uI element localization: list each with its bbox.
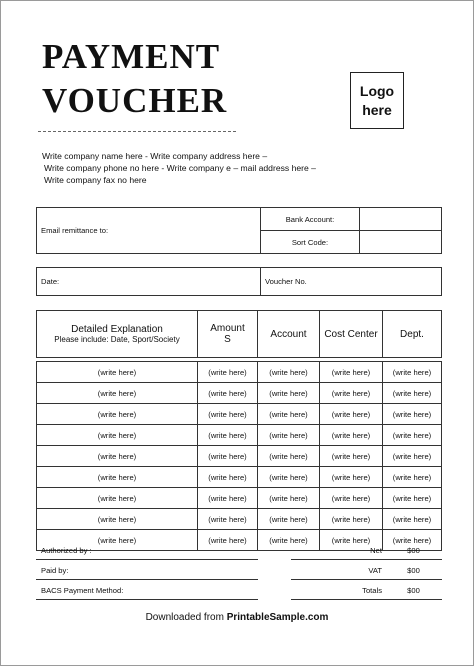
company-line-3: Write company fax no here: [44, 175, 147, 185]
cell-explanation[interactable]: (write here): [37, 488, 198, 509]
cell-account[interactable]: (write here): [258, 362, 320, 383]
col-amount: [198, 311, 258, 358]
downloaded-from: [1, 612, 473, 623]
cell-explanation[interactable]: (write here): [37, 467, 198, 488]
cell-amount[interactable]: (write here): [198, 425, 258, 446]
net-value[interactable]: $00: [407, 546, 420, 555]
logo-line-1: Logo: [359, 82, 395, 99]
col-dept-label: Dept.: [400, 328, 424, 340]
logo-placeholder: [350, 72, 404, 129]
authorized-by-label: Authorized by :: [41, 546, 92, 555]
bacs-line[interactable]: [36, 599, 258, 600]
cell-amount[interactable]: (write here): [198, 509, 258, 530]
date-field[interactable]: [37, 268, 261, 296]
cell-cost-center[interactable]: (write here): [320, 362, 383, 383]
cell-dept[interactable]: (write here): [383, 530, 442, 551]
cell-cost-center[interactable]: (write here): [320, 446, 383, 467]
line-items-body: [37, 358, 442, 551]
cell-amount[interactable]: (write here): [198, 383, 258, 404]
cell-dept[interactable]: (write here): [383, 425, 442, 446]
paid-by-line[interactable]: [36, 579, 258, 580]
col-explanation: [37, 311, 198, 358]
sort-code-label-cell: [261, 231, 360, 254]
line-items-table: [36, 310, 442, 551]
table-row: [37, 488, 442, 509]
cell-cost-center[interactable]: (write here): [320, 509, 383, 530]
cell-dept[interactable]: (write here): [383, 488, 442, 509]
col-dept: [383, 311, 442, 358]
company-line-1: Write company name here - Write company address here –: [42, 151, 268, 161]
cell-explanation[interactable]: (write here): [37, 383, 198, 404]
sort-code-field[interactable]: [360, 231, 442, 254]
cell-amount[interactable]: (write here): [198, 362, 258, 383]
table-row: [37, 383, 442, 404]
cell-amount[interactable]: (write here): [198, 446, 258, 467]
cell-account[interactable]: (write here): [258, 488, 320, 509]
cell-explanation[interactable]: (write here): [37, 509, 198, 530]
cell-dept[interactable]: (write here): [383, 446, 442, 467]
vat-line: [291, 579, 442, 580]
col-account-label: Account: [270, 328, 307, 340]
cell-dept[interactable]: (write here): [383, 509, 442, 530]
cell-account[interactable]: (write here): [258, 404, 320, 425]
downloaded-site[interactable]: PrintableSample.com: [226, 612, 329, 623]
title-divider: [38, 131, 236, 132]
col-explanation-sub: Please include: Date, Sport/Society: [54, 335, 180, 344]
title-line-1: PAYMENT: [42, 37, 221, 76]
title-line-2: VOUCHER: [42, 81, 228, 120]
bank-account-label: Bank Account:: [285, 214, 335, 224]
cell-cost-center[interactable]: (write here): [320, 467, 383, 488]
authorized-by-line[interactable]: [36, 559, 258, 560]
cell-cost-center[interactable]: (write here): [320, 488, 383, 509]
email-remittance-cell[interactable]: [37, 208, 261, 254]
table-row: [37, 467, 442, 488]
cell-dept[interactable]: (write here): [383, 383, 442, 404]
vat-value[interactable]: $00: [407, 566, 420, 575]
email-remittance-label: Email remittance to:: [41, 226, 109, 235]
cell-cost-center[interactable]: (write here): [320, 404, 383, 425]
cell-amount[interactable]: (write here): [198, 467, 258, 488]
cell-cost-center[interactable]: (write here): [320, 425, 383, 446]
cell-account[interactable]: (write here): [258, 530, 320, 551]
cell-amount[interactable]: (write here): [198, 488, 258, 509]
bank-account-field[interactable]: [360, 208, 442, 231]
paid-by-label: Paid by:: [41, 566, 69, 575]
cell-explanation[interactable]: (write here): [37, 446, 198, 467]
downloaded-prefix: Downloaded from: [145, 612, 227, 623]
remittance-table: [36, 207, 442, 254]
cell-explanation[interactable]: (write here): [37, 425, 198, 446]
cell-dept[interactable]: (write here): [383, 362, 442, 383]
logo-line-2: here: [362, 101, 392, 118]
cell-account[interactable]: (write here): [258, 509, 320, 530]
cell-explanation[interactable]: (write here): [37, 362, 198, 383]
totals-label: Totals: [362, 586, 382, 595]
table-row: [37, 425, 442, 446]
cell-amount[interactable]: (write here): [198, 530, 258, 551]
table-row: [37, 509, 442, 530]
cell-account[interactable]: (write here): [258, 446, 320, 467]
net-line: [291, 559, 442, 560]
vat-label: VAT: [368, 566, 382, 575]
cell-cost-center[interactable]: (write here): [320, 383, 383, 404]
sort-code-label: Sort Code:: [291, 237, 329, 247]
cell-dept[interactable]: (write here): [383, 467, 442, 488]
cell-account[interactable]: (write here): [258, 425, 320, 446]
bank-account-label-cell: [261, 208, 360, 231]
voucher-no-field[interactable]: [261, 268, 442, 296]
cell-cost-center[interactable]: (write here): [320, 530, 383, 551]
company-info: [42, 150, 316, 186]
cell-account[interactable]: (write here): [258, 383, 320, 404]
table-row: [37, 362, 442, 383]
totals-line: [291, 599, 442, 600]
cell-amount[interactable]: (write here): [198, 404, 258, 425]
table-row: [37, 404, 442, 425]
col-cost-center: [320, 311, 383, 358]
date-label: Date:: [41, 277, 60, 286]
col-amount-unit: S: [224, 334, 231, 345]
cell-dept[interactable]: (write here): [383, 404, 442, 425]
cell-account[interactable]: (write here): [258, 467, 320, 488]
col-account: [258, 311, 320, 358]
net-label: Net: [370, 546, 382, 555]
cell-explanation[interactable]: (write here): [37, 530, 198, 551]
col-explanation-label: Detailed Explanation: [71, 324, 163, 335]
col-amount-label: Amount: [210, 323, 245, 334]
date-voucher-table: [36, 267, 442, 296]
table-row: [37, 446, 442, 467]
bacs-label: BACS Payment Method:: [41, 586, 124, 595]
page-title: [42, 35, 227, 123]
company-line-2: Write company phone no here - Write company e – mail address here –: [44, 163, 316, 173]
col-cost-center-label: Cost Center: [324, 328, 378, 340]
cell-explanation[interactable]: (write here): [37, 404, 198, 425]
voucher-no-label: Voucher No.: [265, 277, 307, 286]
totals-value[interactable]: $00: [407, 586, 420, 595]
